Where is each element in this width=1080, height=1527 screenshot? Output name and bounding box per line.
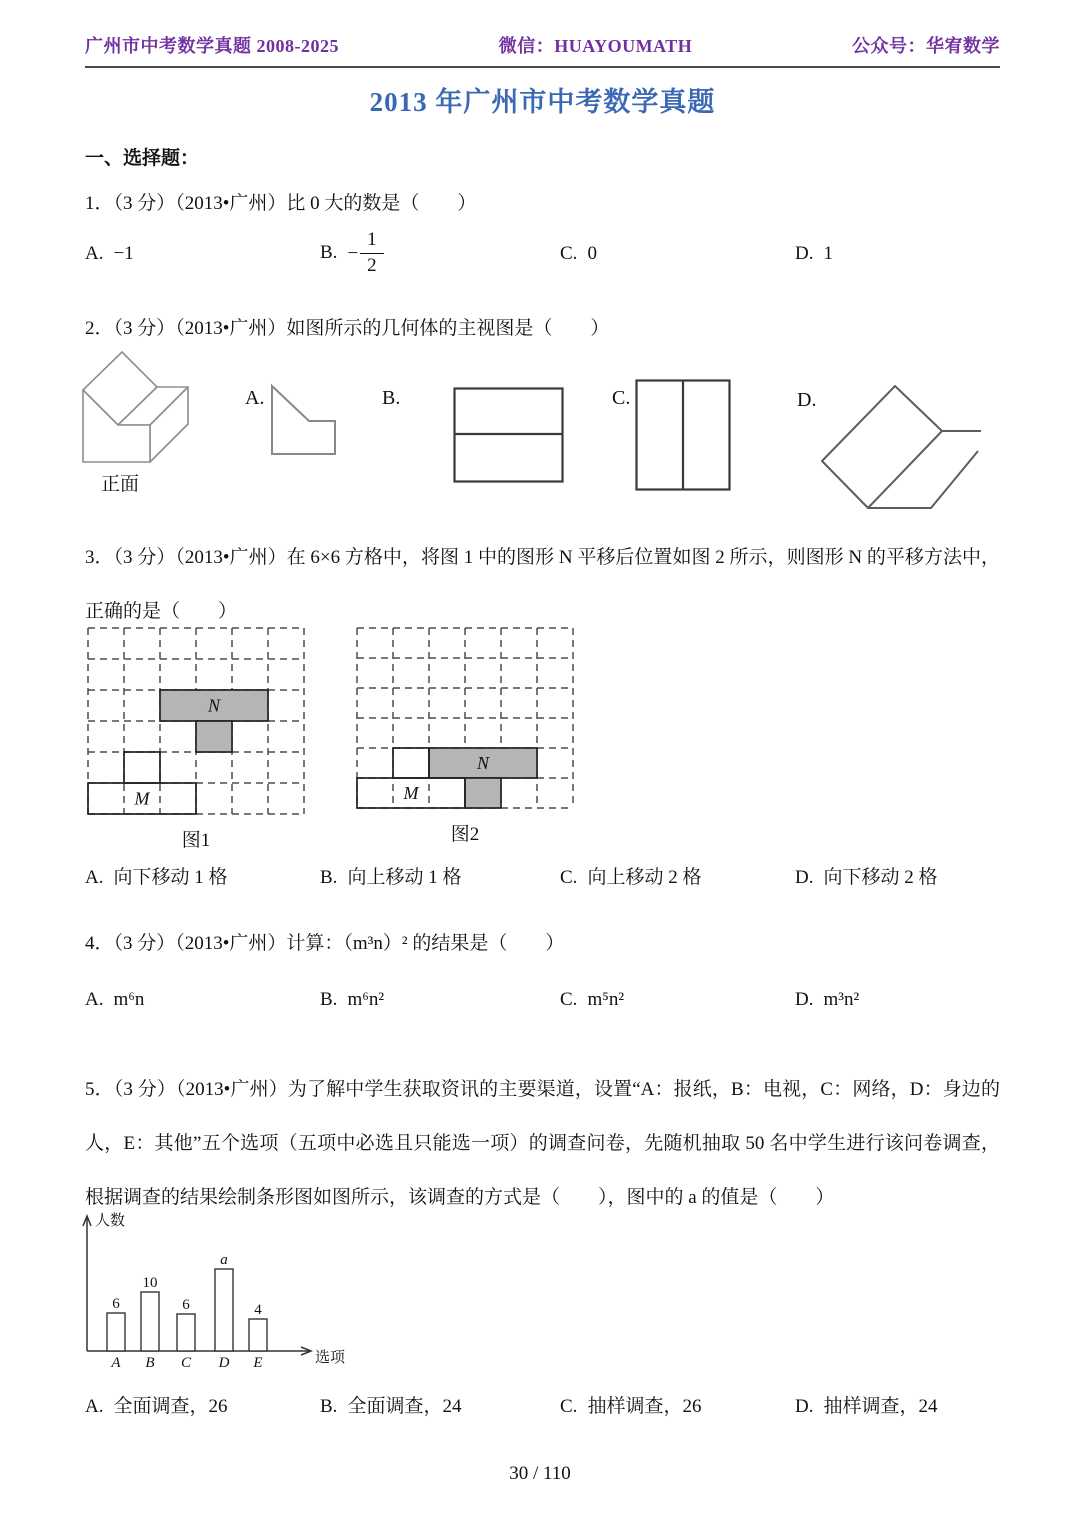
question-2-stem: 2．（3 分）（2013•广州）如图所示的几何体的主视图是（ ） <box>85 317 610 339</box>
q5-option-c <box>560 1391 795 1418</box>
q4-option-d <box>795 989 1000 1011</box>
option-letter: A. <box>85 866 104 888</box>
svg-text:E: E <box>253 1355 263 1372</box>
q2-shape-b <box>453 387 565 484</box>
q4-option-c <box>560 989 795 1011</box>
option-letter: A. <box>85 1395 104 1417</box>
header-right-text: 公众号：华宥数学 <box>851 36 1000 56</box>
bar-chart-svg <box>71 1209 361 1377</box>
option-value: m⁶n <box>113 988 145 1010</box>
svg-text:M: M <box>134 788 150 809</box>
page-title: 2013 年广州市中考数学真题 <box>369 87 716 117</box>
q2-figure-label-b: B. <box>382 387 401 409</box>
svg-text:6: 6 <box>112 1296 120 1313</box>
q2-figure-label-c: C. <box>612 387 631 409</box>
q5-option-b <box>320 1391 560 1418</box>
option-letter: D. <box>795 1395 814 1417</box>
question-3-figures <box>85 625 1000 852</box>
svg-text:选项: 选项 <box>315 1350 346 1367</box>
option-letter: B. <box>320 988 338 1010</box>
q5-option-a <box>85 1391 320 1418</box>
grid-svg <box>85 625 307 817</box>
grid-figure-2 <box>354 625 576 846</box>
question-5-stem: 5．（3 分）（2013•广州）为了解中学生获取资讯的主要渠道，设置“A：报纸，B：电视，C：网络，D：身边的人，E：其他”五个选项（五项中必选且只能选一项）的调查问卷，先随机抽取 50 名中学生进行该问卷调查，根据调查的结果绘制条形图如图所示，该调查的方式是（ ），图中的 a 的值是（ ） <box>85 1078 1000 1209</box>
grid-svg <box>354 625 576 811</box>
option-value: 向上移动 1 格 <box>347 866 462 888</box>
svg-text:C: C <box>180 1355 192 1372</box>
header-center-text: 微信：HUAYOUMATH <box>498 36 693 56</box>
svg-text:D: D <box>218 1355 230 1372</box>
option-value: 全面调查，24 <box>347 1395 462 1417</box>
q1-option-b <box>320 229 560 278</box>
option-letter: D. <box>795 988 814 1010</box>
grid-2-canvas <box>354 625 576 817</box>
question-4-stem: 4．（3 分）（2013•广州）计算：（m³n）² 的结果是（ ） <box>85 933 565 955</box>
svg-text:a: a <box>220 1252 228 1269</box>
q2-figure-label-a: A. <box>245 387 265 409</box>
option-value: 向下移动 1 格 <box>113 866 228 888</box>
option-value: 向下移动 2 格 <box>823 866 938 888</box>
q1-option-c <box>560 243 795 265</box>
option-value: 0 <box>587 242 597 264</box>
svg-text:M: M <box>403 783 419 804</box>
page-header <box>85 0 1000 68</box>
question-4-options <box>85 985 1000 1015</box>
question-2-figures <box>85 347 1000 529</box>
svg-text:A: A <box>111 1355 121 1372</box>
q2-shape-c <box>635 379 733 492</box>
svg-text:N: N <box>476 753 490 774</box>
q4-option-b <box>320 989 560 1011</box>
option-letter: B. <box>320 1395 338 1417</box>
option-value: 1 <box>823 242 833 264</box>
option-value: 抽样调查，26 <box>587 1395 702 1417</box>
q2-shape-a <box>269 383 339 457</box>
q3-option-a <box>85 862 320 889</box>
q3-option-d <box>795 862 1000 889</box>
grid-1-canvas <box>85 625 307 823</box>
header-left-text: 广州市中考数学真题 2008-2025 <box>85 36 339 56</box>
bar-chart-canvas <box>71 1209 1000 1383</box>
question-1-stem: 1．（3 分）（2013•广州）比 0 大的数是（ ） <box>85 193 477 214</box>
question-5-options <box>85 1389 1000 1419</box>
q3-option-b <box>320 862 560 889</box>
option-letter: D. <box>795 866 814 888</box>
option-letter: C. <box>560 242 578 264</box>
option-value: 全面调查，26 <box>113 1395 228 1417</box>
option-letter: C. <box>560 988 578 1010</box>
front-face-label: 正面 <box>101 474 140 495</box>
option-letter: A. <box>85 988 104 1010</box>
page-number: 30 / 110 <box>509 1463 571 1484</box>
q4-option-a <box>85 989 320 1011</box>
fraction-numerator: 1 <box>360 229 384 254</box>
minus-sign: − <box>347 242 359 264</box>
svg-text:B: B <box>145 1355 155 1372</box>
figure-1-caption: 图1 <box>181 830 211 852</box>
option-letter: B. <box>320 866 338 888</box>
question-3-options <box>85 860 1000 890</box>
option-value: m³n² <box>823 988 860 1010</box>
option-value: −1 <box>113 242 134 264</box>
option-value: m⁶n² <box>347 988 385 1010</box>
svg-text:10: 10 <box>142 1275 158 1292</box>
question-1-options <box>85 225 1000 283</box>
option-letter: D. <box>795 242 814 264</box>
fraction <box>360 229 384 278</box>
q5-option-d <box>795 1391 1000 1418</box>
option-letter: C. <box>560 866 578 888</box>
section-heading: 一、选择题： <box>85 148 200 169</box>
question-3-stem: 3．（3 分）（2013•广州）在 6×6 方格中，将图 1 中的图形 N 平移后位置如图 2 所示，则图形 N 的平移方法中，正确的是（ ） <box>85 547 1000 623</box>
option-letter: B. <box>320 241 338 263</box>
svg-text:6: 6 <box>182 1297 190 1314</box>
survey-bar-chart <box>71 1209 1000 1377</box>
solid-geometry-figure <box>78 347 198 467</box>
option-value: m⁵n² <box>587 988 625 1010</box>
option-value: 抽样调查，24 <box>823 1395 938 1417</box>
svg-text:人数: 人数 <box>95 1213 126 1230</box>
figure-2-caption: 图2 <box>450 824 480 846</box>
q1-option-a <box>85 243 320 265</box>
fraction-denominator: 2 <box>367 255 377 276</box>
q1-option-d <box>795 243 1000 265</box>
option-letter: C. <box>560 1395 578 1417</box>
q3-option-c <box>560 862 795 889</box>
option-value: 向上移动 2 格 <box>587 866 702 888</box>
option-letter: A. <box>85 242 104 264</box>
svg-text:4: 4 <box>254 1302 262 1319</box>
svg-text:N: N <box>207 695 221 716</box>
grid-figure-1 <box>85 625 307 852</box>
q2-figure-label-d: D. <box>797 389 817 411</box>
q2-shape-d <box>818 381 984 519</box>
